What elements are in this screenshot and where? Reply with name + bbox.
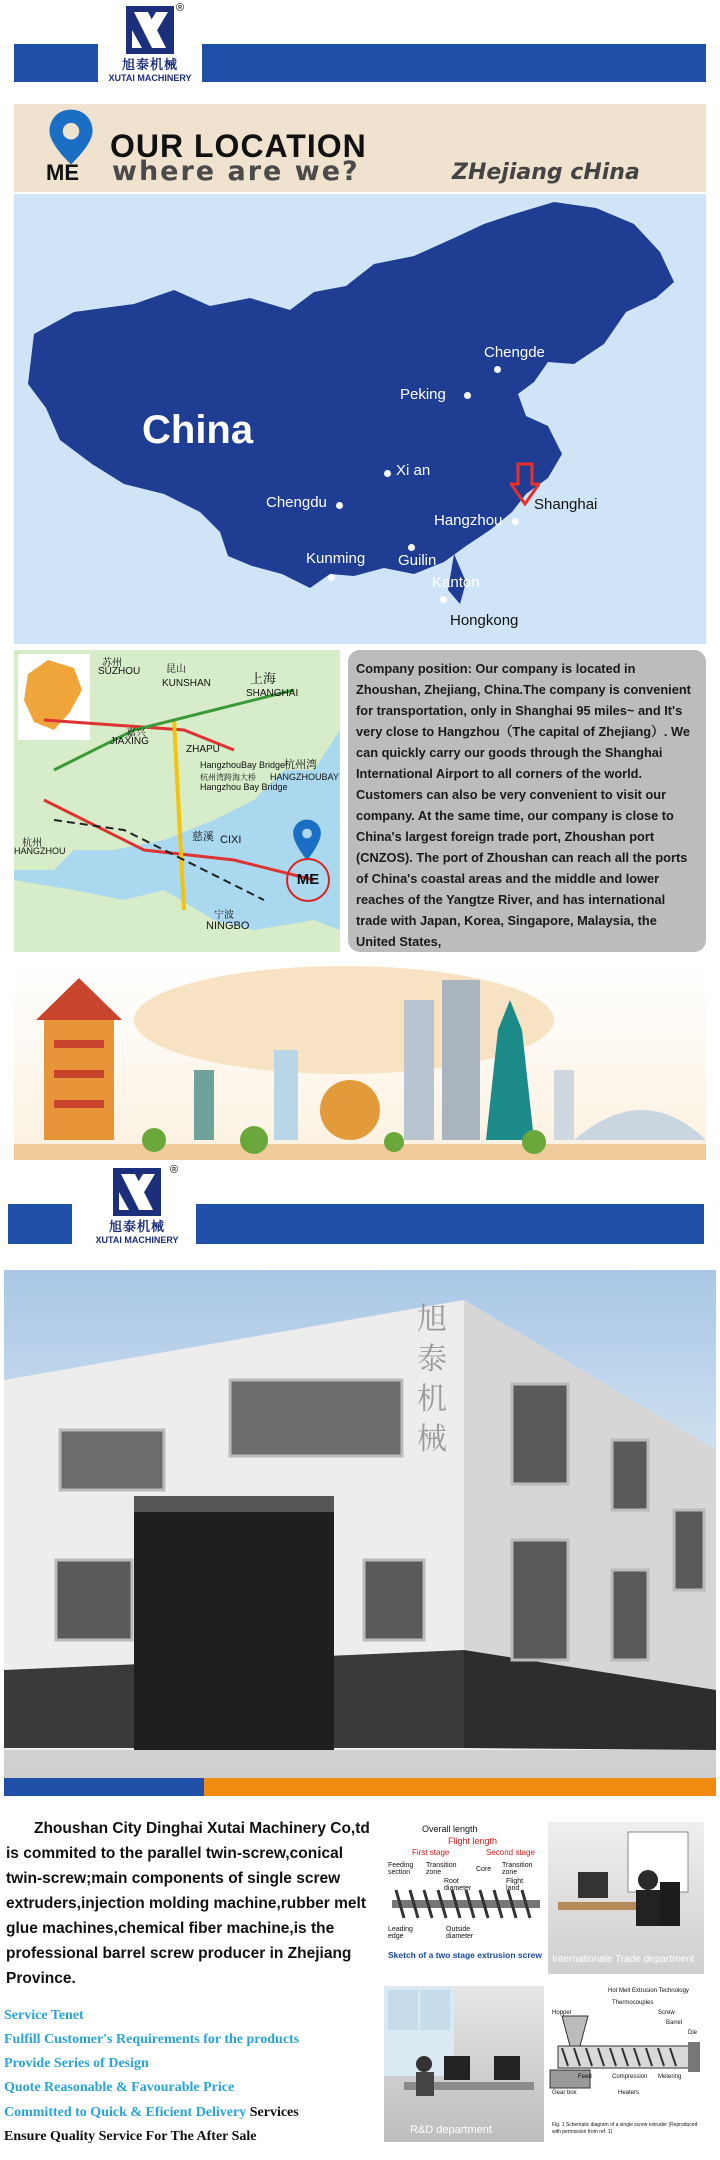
- city-kunming-dot: [328, 574, 335, 581]
- extruder-label-thermo: Thermocouples: [612, 2000, 654, 2006]
- extruder-label-screw: Screw: [658, 2010, 675, 2016]
- local-label-shanghai: SHANGHAI: [246, 688, 299, 699]
- factory-sign: 旭 泰 机 械: [417, 1302, 447, 1457]
- city-peking-dot: [464, 392, 471, 399]
- city-kanton-dot: [440, 596, 447, 603]
- location-title: OUR LOCATION: [110, 128, 367, 164]
- xutai-logo-icon: [126, 6, 174, 54]
- city-xian-dot: [384, 470, 391, 477]
- local-label-ningbo-cn: 宁波: [214, 910, 234, 921]
- city-guilin-dot: [408, 544, 415, 551]
- service-tenet: [4, 2004, 384, 2149]
- about-text: Zhoushan City Dinghai Xutai Machinery Co,td is commited to the parallel twin-screw,conical twin-screw;main components of single screw extruders,injection molding machine,rubber melt glue machines,chemical fiber machine,is the professional barrel screw producer in Zhejiang Province.: [6, 1820, 370, 1987]
- down-arrow-icon: [510, 462, 540, 506]
- china-map-shape: [14, 194, 706, 644]
- local-label-cixi-cn: 慈溪: [192, 831, 214, 843]
- company-position-card: [348, 650, 706, 952]
- factory-photo: [4, 1270, 716, 1778]
- local-label-hangzhou: HANGZHOU: [14, 846, 66, 856]
- city-peking: Peking: [400, 386, 446, 403]
- city-kanton: Kanton: [432, 574, 480, 591]
- screw-second-label: Second stage: [486, 1848, 535, 1857]
- service-line-5: Ensure Quality Service For The After Sale: [4, 2129, 257, 2144]
- city-chengdu: Chengdu: [266, 494, 327, 511]
- local-label-bay-bridge-cn: 杭州湾跨海大桥: [200, 773, 256, 782]
- city-chengde: Chengde: [484, 344, 545, 361]
- local-label-shanghai-cn: 上海: [250, 671, 277, 686]
- local-label-hangzhoubay: HANGZHOUBAY: [270, 772, 339, 782]
- local-label-ningbo: NINGBO: [206, 920, 250, 932]
- brand-cn-name-2: 旭泰机械: [108, 1220, 165, 1235]
- brand-en-name: XUTAI MACHINERY: [108, 73, 192, 83]
- header2-bar-right: [196, 1204, 704, 1244]
- service-line-1: Fulfill Customer's Requirements for the products: [4, 2032, 300, 2047]
- local-label-cixi: CIXI: [220, 834, 242, 846]
- screw-overall-label: Overall length: [422, 1824, 478, 1834]
- map-country-label: China: [142, 408, 254, 452]
- skyline-illustration: [14, 960, 706, 1160]
- location-subtitle: where are we?: [112, 156, 360, 187]
- city-shanghai: Shanghai: [534, 496, 598, 513]
- screw-feeding-label: Feeding section: [388, 1862, 414, 1876]
- local-pin-icon: [290, 818, 324, 862]
- local-label-hangzhoubay-cn: 杭州湾: [284, 759, 317, 771]
- screw-caption: Sketch of a two stage extrusion screw: [388, 1950, 542, 1960]
- intl-trade-photo: [548, 1822, 704, 1974]
- screw-flight-label: Flight length: [448, 1836, 498, 1846]
- service-title: Service Tenet: [4, 2008, 84, 2023]
- city-chengde-dot: [494, 366, 501, 373]
- service-line-2: Provide Series of Design: [4, 2056, 149, 2071]
- pin-me-label: ME: [46, 160, 79, 185]
- registered-mark: ®: [176, 2, 185, 14]
- registered-mark-2: ®: [170, 1164, 179, 1176]
- rd-caption: R&D department: [410, 2124, 492, 2136]
- brand-cn-name: 旭泰机械: [121, 58, 178, 73]
- extruder-label-barrel: Barrel: [666, 2020, 683, 2026]
- local-me-badge: ME: [286, 858, 330, 902]
- screw-flight-land-label: Flight land: [506, 1878, 524, 1892]
- brand-logo: [100, 4, 200, 96]
- city-hangzhou-dot: [512, 518, 519, 525]
- xutai-logo-icon-2: [113, 1168, 161, 1216]
- header-bar-left: [14, 44, 98, 82]
- header2-bar-left: [8, 1204, 72, 1244]
- city-xian: Xi an: [396, 462, 431, 479]
- local-label-jiaxing-cn: 嘉兴: [126, 728, 146, 739]
- local-label-hangzhou-cn: 杭州: [22, 838, 42, 849]
- extruder-tech-title: Hot Melt Extrusion Technology: [608, 1988, 689, 1994]
- local-map-panel: [14, 650, 340, 952]
- screw-transition-label: Transition zone: [426, 1862, 457, 1876]
- local-label-kunshan-cn: 昆山: [166, 664, 186, 675]
- rd-photo: [384, 1986, 544, 2142]
- local-label-bay-bridge-1: HangzhouBay Bridge: [200, 760, 286, 770]
- header-bar-right: [202, 44, 706, 82]
- china-map-panel: [14, 194, 706, 644]
- city-guilin: Guilin: [398, 552, 437, 569]
- extruder-label-hopper: Hopper: [552, 2010, 572, 2016]
- photo-divider-orange: [204, 1778, 716, 1796]
- photo-divider-blue: [4, 1778, 204, 1796]
- map-pin-icon: [40, 108, 102, 166]
- city-hongkong: Hongkong: [450, 612, 519, 629]
- local-label-bay-bridge-2: Hangzhou Bay Bridge: [200, 782, 288, 792]
- office-scene: [548, 1822, 704, 1974]
- extruder-label-gearbox: Gear box: [552, 2090, 577, 2096]
- intl-trade-caption: Internationale Trade department: [552, 1954, 695, 1965]
- extruder-label-heaters: Heaters: [618, 2090, 640, 2096]
- brand-en-name-2: XUTAI MACHINERY: [95, 1235, 179, 1245]
- screw-first-label: First stage: [412, 1848, 450, 1857]
- local-label-suzhou-cn: 苏州: [102, 658, 122, 669]
- extruder-label-die: Die: [688, 2030, 698, 2036]
- rd-scene: [384, 1986, 544, 2142]
- company-position-text: Company position: Our company is located in Zhoushan, Zhejiang, China.The company is convenient for transportation, only in Shanghai 95 miles~ and It's very close to Hangzhou（The capital of Zhejiang）. We can quickly carry our goods through the Shanghai International Airport to all corners of the world. Customers can also be very convenient to visit our company. At the same time, our company is close to China's largest foreign trade port, Zhoushan port (CNZOS). The port of Zhoushan can reach all the ports of China's coastal areas and the middle and lower reaches of the Yangtze River, and has international trade with Japan, Korea, Singapore, Malaysia, the United States,: [356, 661, 691, 949]
- extruder-label-compression: Compression: [612, 2074, 648, 2080]
- local-label-kunshan: KUNSHAN: [162, 678, 211, 689]
- screw-diagram: [386, 1822, 546, 1968]
- service-line-3: Quote Reasonable & Favourable Price: [4, 2080, 235, 2095]
- extruder-fig-caption: Fig. 1 Schematic diagram of a single screw extruder (Reproduced with permission from ref. 1): [552, 2122, 698, 2135]
- extruder-label-metering: Metering: [658, 2074, 682, 2080]
- screw-outside-label: Outside diameter: [446, 1926, 474, 1940]
- local-label-zhapu: ZHAPU: [186, 744, 220, 755]
- location-region: ZHejiang cHina: [452, 160, 640, 185]
- extruder-label-feed: Feed: [578, 2074, 592, 2080]
- screw-core-label: Core: [476, 1866, 492, 1873]
- extruder-schematic: [548, 1986, 704, 2142]
- city-hangzhou: Hangzhou: [434, 512, 503, 529]
- service-line-4: Committed to Quick & Eficient Delivery Services: [4, 2105, 299, 2120]
- screw-root-label: Root diameter: [444, 1878, 472, 1892]
- screw-leading-label: Leading edge: [388, 1926, 413, 1940]
- local-label-suzhou: SUZHOU: [98, 666, 141, 677]
- city-kunming: Kunming: [306, 550, 366, 567]
- screw-transition2-label: Transition zone: [502, 1862, 533, 1876]
- skyline-panel: [14, 960, 706, 1160]
- city-chengdu-dot: [336, 502, 343, 509]
- factory-building: [4, 1270, 716, 1778]
- brand-logo-2: [84, 1166, 190, 1260]
- local-label-jiaxing: JIAXING: [110, 736, 149, 747]
